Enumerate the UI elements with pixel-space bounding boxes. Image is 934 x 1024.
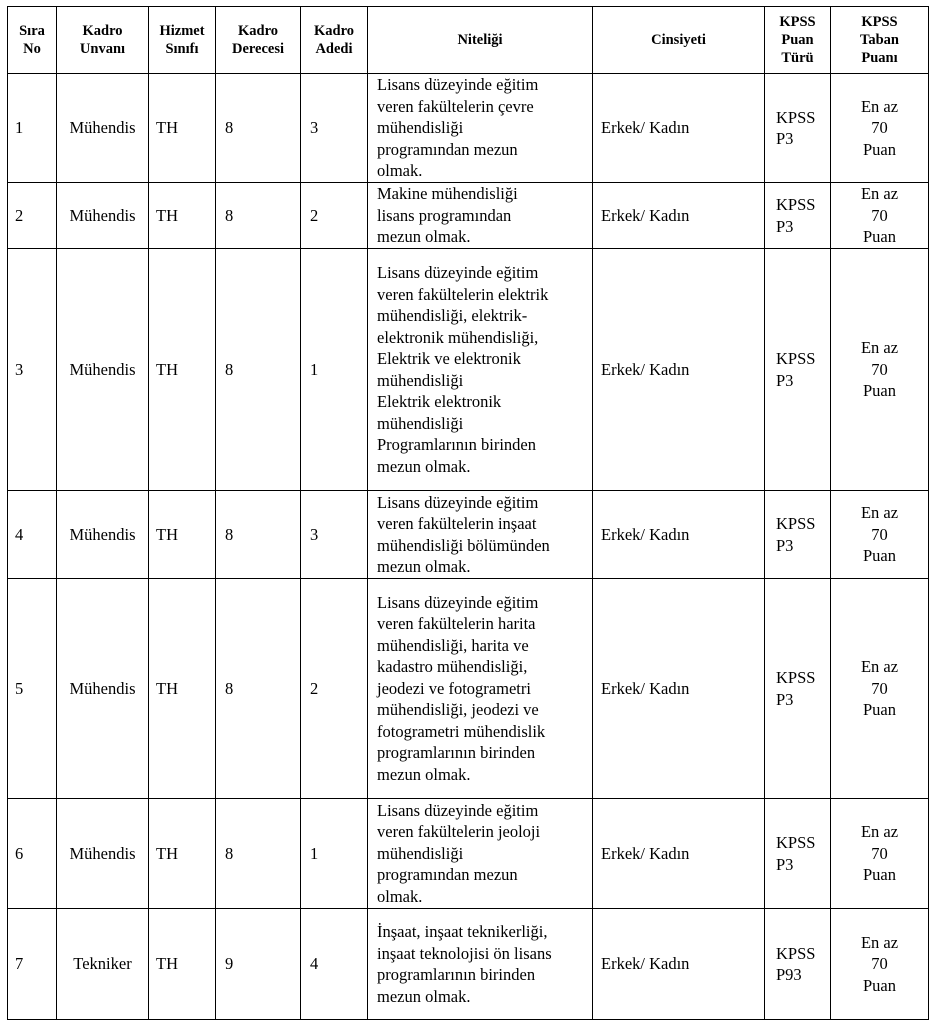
cell-kadro-derecesi: 9 xyxy=(216,909,301,1020)
cell-kpss-taban-puani: En az 70 Puan xyxy=(831,799,929,909)
cell-sira-no: 6 xyxy=(8,799,57,909)
cell-sira-no: 5 xyxy=(8,579,57,799)
table-row xyxy=(8,909,929,1020)
cell-kpss-taban-puani: En az 70 Puan xyxy=(831,249,929,491)
cell-kadro-derecesi: 8 xyxy=(216,183,301,249)
cell-kadro-derecesi: 8 xyxy=(216,799,301,909)
cell-kadro-unvani: Tekniker xyxy=(57,909,149,1020)
cell-sira-no: 3 xyxy=(8,249,57,491)
cell-hizmet-sinifi: TH xyxy=(149,579,216,799)
cell-kpss-puan-turu: KPSS P93 xyxy=(765,909,831,1020)
cell-niteligi: İnşaat, inşaat teknikerliği, inşaat teknolojisi ön lisans programlarının birinden mezun olmak. xyxy=(368,909,593,1020)
cell-cinsiyeti: Erkek/ Kadın xyxy=(593,249,765,491)
cell-niteligi: Lisans düzeyinde eğitim veren fakültelerin çevre mühendisliği programından mezun olmak. xyxy=(368,74,593,183)
table-row xyxy=(8,799,929,909)
cell-hizmet-sinifi: TH xyxy=(149,249,216,491)
table-row xyxy=(8,579,929,799)
cell-kpss-puan-turu: KPSS P3 xyxy=(765,799,831,909)
cell-kadro-unvani: Mühendis xyxy=(57,799,149,909)
cell-hizmet-sinifi: TH xyxy=(149,183,216,249)
table-header-row xyxy=(8,7,929,74)
cell-niteligi: Lisans düzeyinde eğitim veren fakültelerin jeoloji mühendisliği programından mezun olmak. xyxy=(368,799,593,909)
cell-kpss-taban-puani: En az 70 Puan xyxy=(831,74,929,183)
cell-cinsiyeti: Erkek/ Kadın xyxy=(593,579,765,799)
header-kadro-unvani: Kadro Unvanı xyxy=(57,7,149,74)
cell-kpss-puan-turu: KPSS P3 xyxy=(765,183,831,249)
table-row xyxy=(8,183,929,249)
cell-hizmet-sinifi: TH xyxy=(149,74,216,183)
header-niteligi: Niteliği xyxy=(368,7,593,74)
header-hizmet-sinifi: Hizmet Sınıfı xyxy=(149,7,216,74)
cell-kadro-unvani: Mühendis xyxy=(57,249,149,491)
cell-niteligi: Lisans düzeyinde eğitim veren fakültelerin inşaat mühendisliği bölümünden mezun olmak. xyxy=(368,491,593,579)
table-row xyxy=(8,74,929,183)
cell-hizmet-sinifi: TH xyxy=(149,799,216,909)
cell-kadro-unvani: Mühendis xyxy=(57,74,149,183)
cell-kadro-adedi: 2 xyxy=(301,183,368,249)
cell-cinsiyeti: Erkek/ Kadın xyxy=(593,74,765,183)
header-kadro-derecesi: Kadro Derecesi xyxy=(216,7,301,74)
cell-sira-no: 1 xyxy=(8,74,57,183)
cell-hizmet-sinifi: TH xyxy=(149,491,216,579)
header-kadro-adedi: Kadro Adedi xyxy=(301,7,368,74)
cell-kadro-unvani: Mühendis xyxy=(57,491,149,579)
cell-kpss-puan-turu: KPSS P3 xyxy=(765,579,831,799)
cell-kadro-adedi: 1 xyxy=(301,249,368,491)
cell-kpss-taban-puani: En az 70 Puan xyxy=(831,183,929,249)
cell-sira-no: 7 xyxy=(8,909,57,1020)
header-sira-no: Sıra No xyxy=(8,7,57,74)
cell-niteligi: Lisans düzeyinde eğitim veren fakültelerin elektrik mühendisliği, elektrik- elektronik mühendisliği, Elektrik ve elektronik mühendisliği Elektrik elektronik mühendisliği Programlarının birinden mezun olmak. xyxy=(368,249,593,491)
kadro-table xyxy=(7,6,929,1020)
cell-kpss-puan-turu: KPSS P3 xyxy=(765,491,831,579)
cell-niteligi: Lisans düzeyinde eğitim veren fakültelerin harita mühendisliği, harita ve kadastro mühendisliği, jeodezi ve fotogrametri mühendisliği, jeodezi ve fotogrametri mühendislik programlarının birinden mezun olmak. xyxy=(368,579,593,799)
cell-sira-no: 4 xyxy=(8,491,57,579)
cell-hizmet-sinifi: TH xyxy=(149,909,216,1020)
cell-kadro-unvani: Mühendis xyxy=(57,183,149,249)
cell-kadro-adedi: 1 xyxy=(301,799,368,909)
cell-kadro-unvani: Mühendis xyxy=(57,579,149,799)
header-kpss-taban-puani: KPSS Taban Puanı xyxy=(831,7,929,74)
cell-niteligi: Makine mühendisliği lisans programından mezun olmak. xyxy=(368,183,593,249)
cell-kadro-adedi: 3 xyxy=(301,74,368,183)
cell-kpss-puan-turu: KPSS P3 xyxy=(765,249,831,491)
header-cinsiyeti: Cinsiyeti xyxy=(593,7,765,74)
cell-sira-no: 2 xyxy=(8,183,57,249)
cell-kadro-derecesi: 8 xyxy=(216,579,301,799)
cell-kpss-taban-puani: En az 70 Puan xyxy=(831,491,929,579)
table-row xyxy=(8,491,929,579)
cell-kpss-taban-puani: En az 70 Puan xyxy=(831,579,929,799)
cell-kadro-adedi: 2 xyxy=(301,579,368,799)
cell-kadro-derecesi: 8 xyxy=(216,491,301,579)
cell-cinsiyeti: Erkek/ Kadın xyxy=(593,491,765,579)
cell-kpss-taban-puani: En az 70 Puan xyxy=(831,909,929,1020)
cell-kadro-derecesi: 8 xyxy=(216,74,301,183)
cell-cinsiyeti: Erkek/ Kadın xyxy=(593,183,765,249)
cell-kadro-adedi: 4 xyxy=(301,909,368,1020)
table-row xyxy=(8,249,929,491)
cell-cinsiyeti: Erkek/ Kadın xyxy=(593,799,765,909)
cell-cinsiyeti: Erkek/ Kadın xyxy=(593,909,765,1020)
header-kpss-puan-turu: KPSS Puan Türü xyxy=(765,7,831,74)
cell-kpss-puan-turu: KPSS P3 xyxy=(765,74,831,183)
cell-kadro-adedi: 3 xyxy=(301,491,368,579)
cell-kadro-derecesi: 8 xyxy=(216,249,301,491)
